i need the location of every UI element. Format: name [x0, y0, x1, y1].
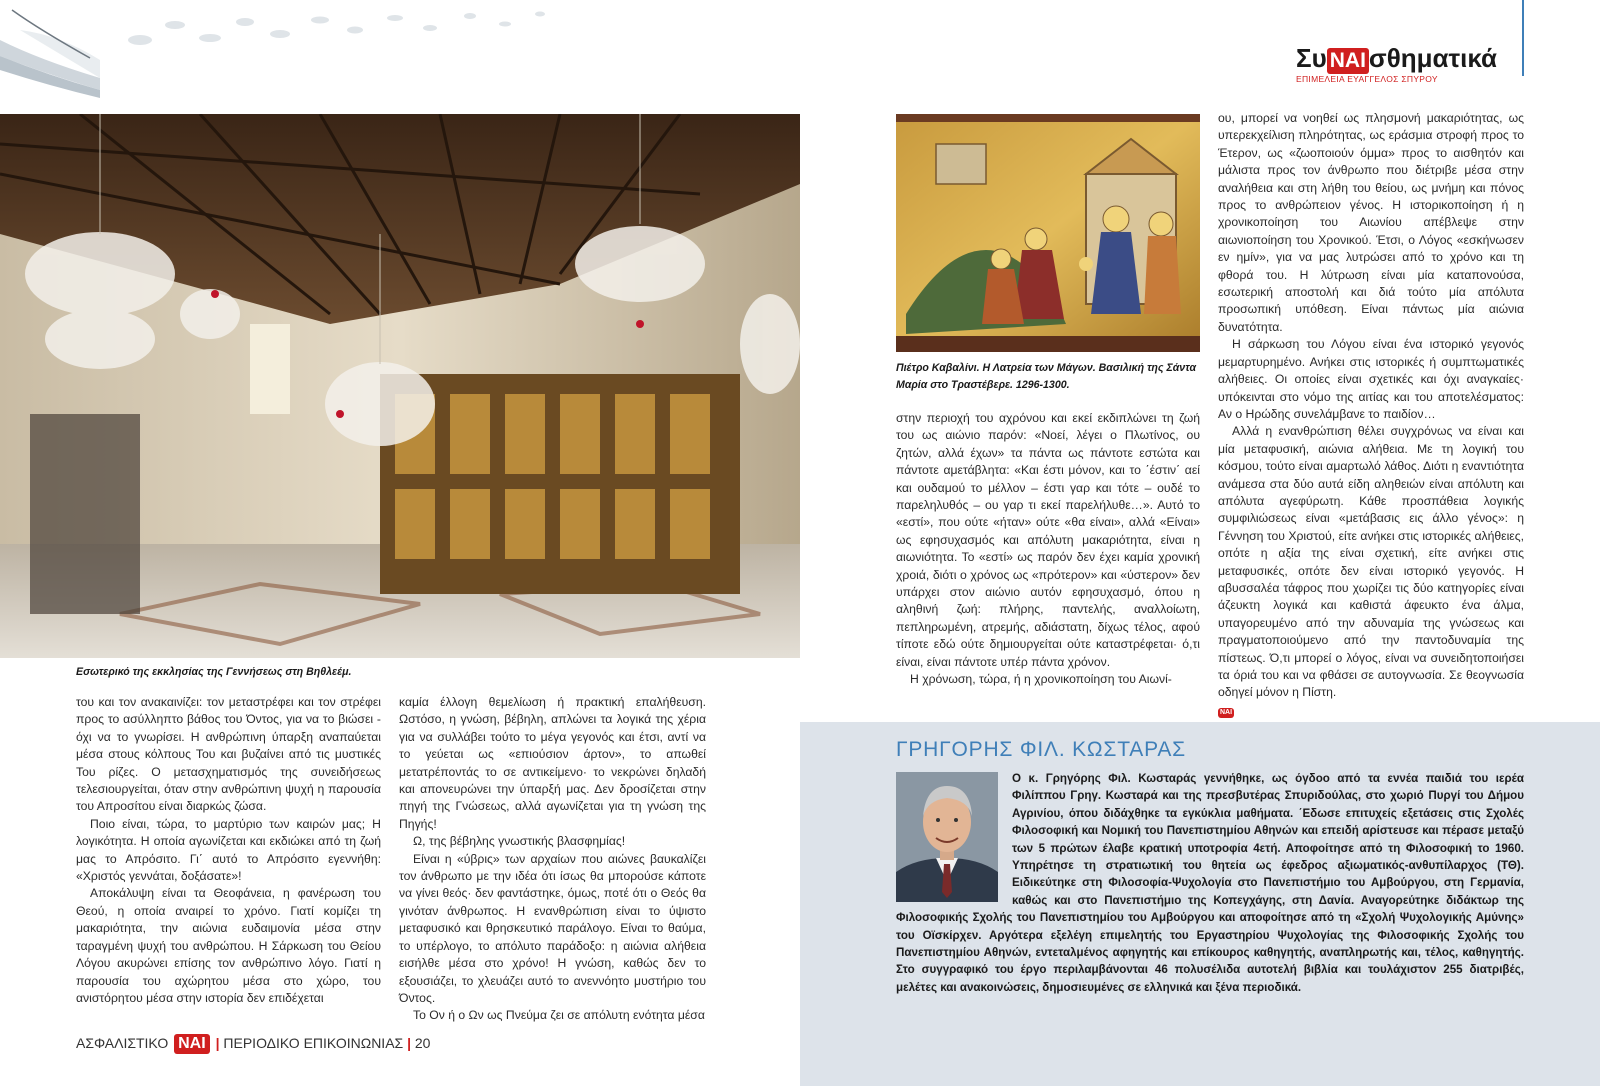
author-bio: Ο κ. Γρηγόρης Φιλ. Κωσταράς γεννήθηκε, ως όγδοο από τα εννέα παιδιά του ιερέα Φιλίππου Γρηγ. Κωσταρά και της πρεσβυτέρας Σπυριδούλας, στο χωριό Πυργί του Δήμου Αγρινίου, όπου διδάχθηκε τα εγκύκλια μαθήματα. ΄Εδωσε επιτυχείς εξετάσεις στις Σχολές Φιλοσοφική και Νομική του Πανεπιστημίου Αθηνών και επειδή αρίστευσε και πέρασε μεταξύ των 5 πρώτων έλαβε κρατική υποτροφία 4ετή. Αποφοίτησε από τη Φιλοσοφική το 1960. Υπηρέτησε τη στρατιωτική του θητεία ως έφεδρος αξιωματικός-ανθυπίλαρχος (ΤΘ). Ειδικεύτηκε στη Φιλοσοφία-Ψυχολογία στο Πανεπιστήμιο του Αμβούργου, στη Γερμανία, καθώς και στο Πανεπιστήμιο της Κοπεγχάγης, στη Δανία. Αναγορεύτηκε διδάκτωρ της Φιλοσοφικής Σχολής του Πανεπιστημίου του Αμβούργου και αποφοίτησε από τη «Σχολή Ψυχολογικής Αμύνης» του Οϊσκίρχεν. Αργότερα εξελέγη επιμελητής του Εργαστηρίου Ψυχολογίας της Φιλοσοφικής Σχολής του Πανεπιστημίου Αθηνών, εντεταλμένος αφηγητής και επίκουρος καθηγητής, αναπληρωτής και, τέλος, καθηγητής. Στο συγγραφικό του έργο περιλαμβάνονται 46 πολυσέλιδα αυτοτελή βιβλία και τουλάχιστον 255 διατριβές, μελέτες και ανακοινώσεις, δημοσιευμένες σε ελληνικά και ξένα περιοδικά.: [896, 772, 1524, 994]
brand-editor: ΕΠΙΜΕΛΕΙΑ ΕΥΑΓΓΕΛΟΣ ΣΠΥΡΟΥ: [1296, 74, 1438, 84]
book-decoration: [0, 0, 560, 105]
paragraph: ου, μπορεί να νοηθεί ως πλησμονή μακαριότητας, ως υπερεκχείλιση πληρότητας, ως εράσμια στροφή προς το Έτερον, ως «ζωοποιούν όμμα» προς το αισθητόν και μάλιστα προς τον άνθρωπο που διέτριβε μέσα στην αναλήθεια και στη λήθη του θείου, ως μνήμη και πόνος προς το ανθρώπειον γένος. Η ιστορικοποίηση ή η χρονικοποίηση του Αιωνίου απέβλεψε στην αιωνιοποίηση του Χρονικού. Έτσι, ο Λόγος «εσκήνωσεν εν ημίν», για να μας λυτρώσει από το χρόνο και τη φθορά του. Η λύτρωση είναι μία καταπονούσα, εσωτερική αποστολή και διά τούτο μία απόλυτα προσωπική υπόθεση. Είναι πάντως μία αιώνια δυνατότητα.: [1218, 111, 1524, 334]
paragraph: Η χρόνωση, τώρα, ή η χρονικοποίηση του Αιωνί-: [910, 672, 1172, 687]
header-rule: [1522, 0, 1524, 76]
paragraph: στην περιοχή του αχρόνου και εκεί εκδιπλώνει τη ζωή του ως αιώνιο παρόν: «Νοεί, λέγει ο Πλωτίνος, ου ζητών, αλλά έχων» τα πάντα ως πάντοτε εστώτα και πάντοτε αμετάβλητα: «Και έστι μόνον, και το ΄έστιν΄ αεί και ουδαμού το μέλλον – έστι γαρ και τότε – ουδέ το παρεληλυθός – ου γαρ τι εκεί παρελήλυθε…». Αυτό το «εστί», που ούτε «ήταν» ούτε «θα είναι», αλλά «Είναι» ως εφησυχασμός και απόλυτη μακαριότητα, είναι η αιωνιότητα. Το «εστί» ως παρόν δεν έχει καμία χρονική χροιά, διότι ο χρόνος ως «πρότερον» και «ύστερον» δεν υπάρχει στον αιώνιο αυτόν εφησυχασμό, όπου η αληθινή ζωή: πλήρης, παντελής, αναλλοίωτη, πεπληρωμένη, ατρεμής, αδιάστατη, δίχως τέλος, αφού τίποτε εδώ ούτε δημιουργείται ούτε καταστρέφεται· ό,τι είναι, είναι πάντοτε υπέρ πάντα χρόνον.: [896, 411, 1200, 669]
right-column-1: [896, 410, 1200, 689]
author-bio-text: [896, 770, 1524, 996]
paragraph: Το Ον ή ο Ων ως Πνεύμα ζει σε απόλυτη ενότητα μέσα: [413, 1008, 705, 1023]
right-column-2: [1218, 110, 1524, 719]
adoration-of-magi-mosaic: [896, 114, 1200, 352]
brand-prefix: Συ: [1296, 43, 1327, 73]
mosaic-photo: [896, 114, 1200, 352]
paragraph: Αποκάλυψη είναι τα Θεοφάνεια, η φανέρωση του Θεού, η οποία αναιρεί το χρόνο. Γιατί κομίζει τη μακαριότητα, την αιώνια ευδαιμονία μέσα στην ταραγμένη ψυχή του ανθρώπου. Η Σάρκωση του Θείου Λόγου ακυρώνει επίσης τον ανθρώπινο λόγο. Γιατί η παρουσία του αχώρητου μέσα στο χώρο, του ανιστόρητου μέσα στην ιστορία δεν επιδέχεται: [76, 886, 381, 1005]
footer-divider-icon: |: [407, 1035, 411, 1051]
page-number: 20: [414, 1035, 431, 1051]
brand-header: [1296, 44, 1516, 84]
paragraph: Ω, της βέβηλης γνωστικής βλασφημίας!: [413, 834, 626, 849]
paragraph: του και τον ανακαινίζει: τον μεταστρέφει και τον στρέφει προς το ασύλληπτο βάθος του Όντος, για να το βιώσει - όχι να το γνωρίσει. Η ανθρώπινη ύπαρξη αναπαύεται μέσα στους κόλπους Του και βυζαίνει από τις μυστικές Του ρίζες. Ο μετασχηματισμός της συνειδήσεως τελεσιουργείται, όταν στην ανθρώπινη ψυχή η παρουσία του Απροσίτου είναι διαρκώς ζώσα.: [76, 695, 381, 814]
paragraph: Είναι η «ύβρις» των αρχαίων που αιώνες βαυκαλίζει τον άνθρωπο με την ιδέα ότι ίσως θα μπορούσε κάποτε να γίνει θεός· δεν φαντάστηκε, όμως, ποτέ ότι ο Θεός θα γινόταν άνθρωπος. Η ενανθρώπιση είναι το ύψιστο μεταφυσικό και θρησκευτικό παράλογο. Είναι το θαύμα, το υπέρλογο, το απόλυτο παράδοξο: η αιώνια αλήθεια εισήλθε μέσα στο χρόνο! Η γνώση, καθώς δεν το εξουσιάζει, το χλευάζει αυτό το ανεννόητο μυστήριο του Όντος.: [399, 851, 706, 1005]
left-column-2: [399, 694, 706, 1025]
footer-subtitle: ΠΕΡΙΟΔΙΚΟ ΕΠΙΚΟΙΝΩΝΙΑΣ: [223, 1035, 404, 1051]
church-photo-caption: Εσωτερικό της εκκλησίας της Γεννήσεως στη Βηθλεέμ.: [76, 666, 352, 678]
paragraph: καμία έλλογη θεμελίωση ή πρακτική επαλήθευση. Ωστόσο, η γνώση, βέβηλη, απλώνει τα λογικά της χέρια για να συλλάβει τούτο το μέγα γεγονός και έτσι, αντί να το γεύεται ως «επιούσιον άρτον», το απωθεί μετατρέποντάς το σε αντικείμενο· το νεκρώνει δηλαδή και απονευρώνει την ύπαρξή μας. Δεν δροσίζεται στην πηγή της Γνώσεως, αλλά αγωνίζεται για τη γνώση της Πηγής!: [399, 695, 706, 831]
mosaic-caption: Πιέτρο Καβαλίνι. Η Λατρεία των Μάγων. Βασιλική της Σάντα Μαρία στο Τραστέβερε. 1296-1300.: [896, 362, 1197, 391]
brand-nai-logo: ΝΑΙ: [1327, 48, 1369, 74]
church-interior-image: [0, 114, 800, 658]
church-interior-photo: [0, 114, 800, 658]
paragraph: Αλλά η ενανθρώπιση θέλει συγχρόνως να είναι και μία μεταφυσική, αιώνια αλήθεια. Με τη λογική του κόσμου, τούτο είναι αμαρτωλό λάθος. Διότι η εναντιότητα ανάμεσα στα δύο αυτά είδη αληθειών είναι απόλυτη και απόλυτα αγεφύρωτη. Κάθε προσπάθεια λογικής συμφιλιώσεως είναι «μετάβασις εις άλλο γένος»: η Γέννηση του Χριστού, είτε ανήκει στις ιστορικές αλήθειες, οπότε η αξία της είναι σχετική, είτε ανήκει στις μεταφυσικές, οπότε δεν είναι ιστορικό γεγονός. Η αβυσσαλέα τάφρος που χωρίζει τις δύο κατηγορίες είναι άζευκτη λογικά και καθιστά άφευκτο ένα άλμα, υπαγορευμένο από την αδυναμία της γνώσεως και πραγματοποιούμενο από την παντοδυναμία της πίστεως. Ό,τι μπορεί ο λόγος, είναι να συνειδητοποιήσει τα όριά του και να φθάσει σε αυτογνωσία. Σε θεογνωσία οδηγεί μόνον η Πίστη.: [1218, 424, 1524, 700]
paragraph: Ποιο είναι, τώρα, το μαρτύριο των καιρών μας; Η λογικότητα. Η οποία αγωνίζεται και εκδιώκει από τη ζωή μας το Απρόσιτο. Γι΄ αυτό το Απρόσιτο εγεννήθη: «Χριστός γεννάται, δοξάσατε»!: [76, 816, 381, 884]
left-column-1: [76, 694, 381, 1007]
author-name: ΓΡΗΓΟΡΗΣ ΦΙΛ. ΚΩΣΤΑΡΑΣ: [896, 738, 1186, 761]
footer-nai-logo: ΝΑΙ: [174, 1034, 210, 1054]
paragraph: Η σάρκωση του Λόγου είναι ένα ιστορικό γεγονός μεμαρτυρημένο. Ανήκει στις ιστορικές ή συμπτωματικές αλήθειες. Οι οποίες είναι σχετικές και όχι αναγκαίες· υπόκεινται στο νόμο της αιτίας και του αποτελέσματος: Αν ο Ηρώδης συνελάμβανε το παιδίον…: [1218, 337, 1524, 421]
footer-divider-icon: |: [215, 1035, 220, 1051]
open-book-birds-icon: [0, 0, 560, 105]
footer-magazine-name: ΑΣΦΑΛΙΣΤΙΚΟ: [76, 1035, 169, 1051]
page-footer: [76, 1034, 430, 1056]
end-mark-nai-icon: ΝΑΙ: [1220, 708, 1233, 716]
brand-suffix: σθηματικά: [1368, 43, 1497, 73]
